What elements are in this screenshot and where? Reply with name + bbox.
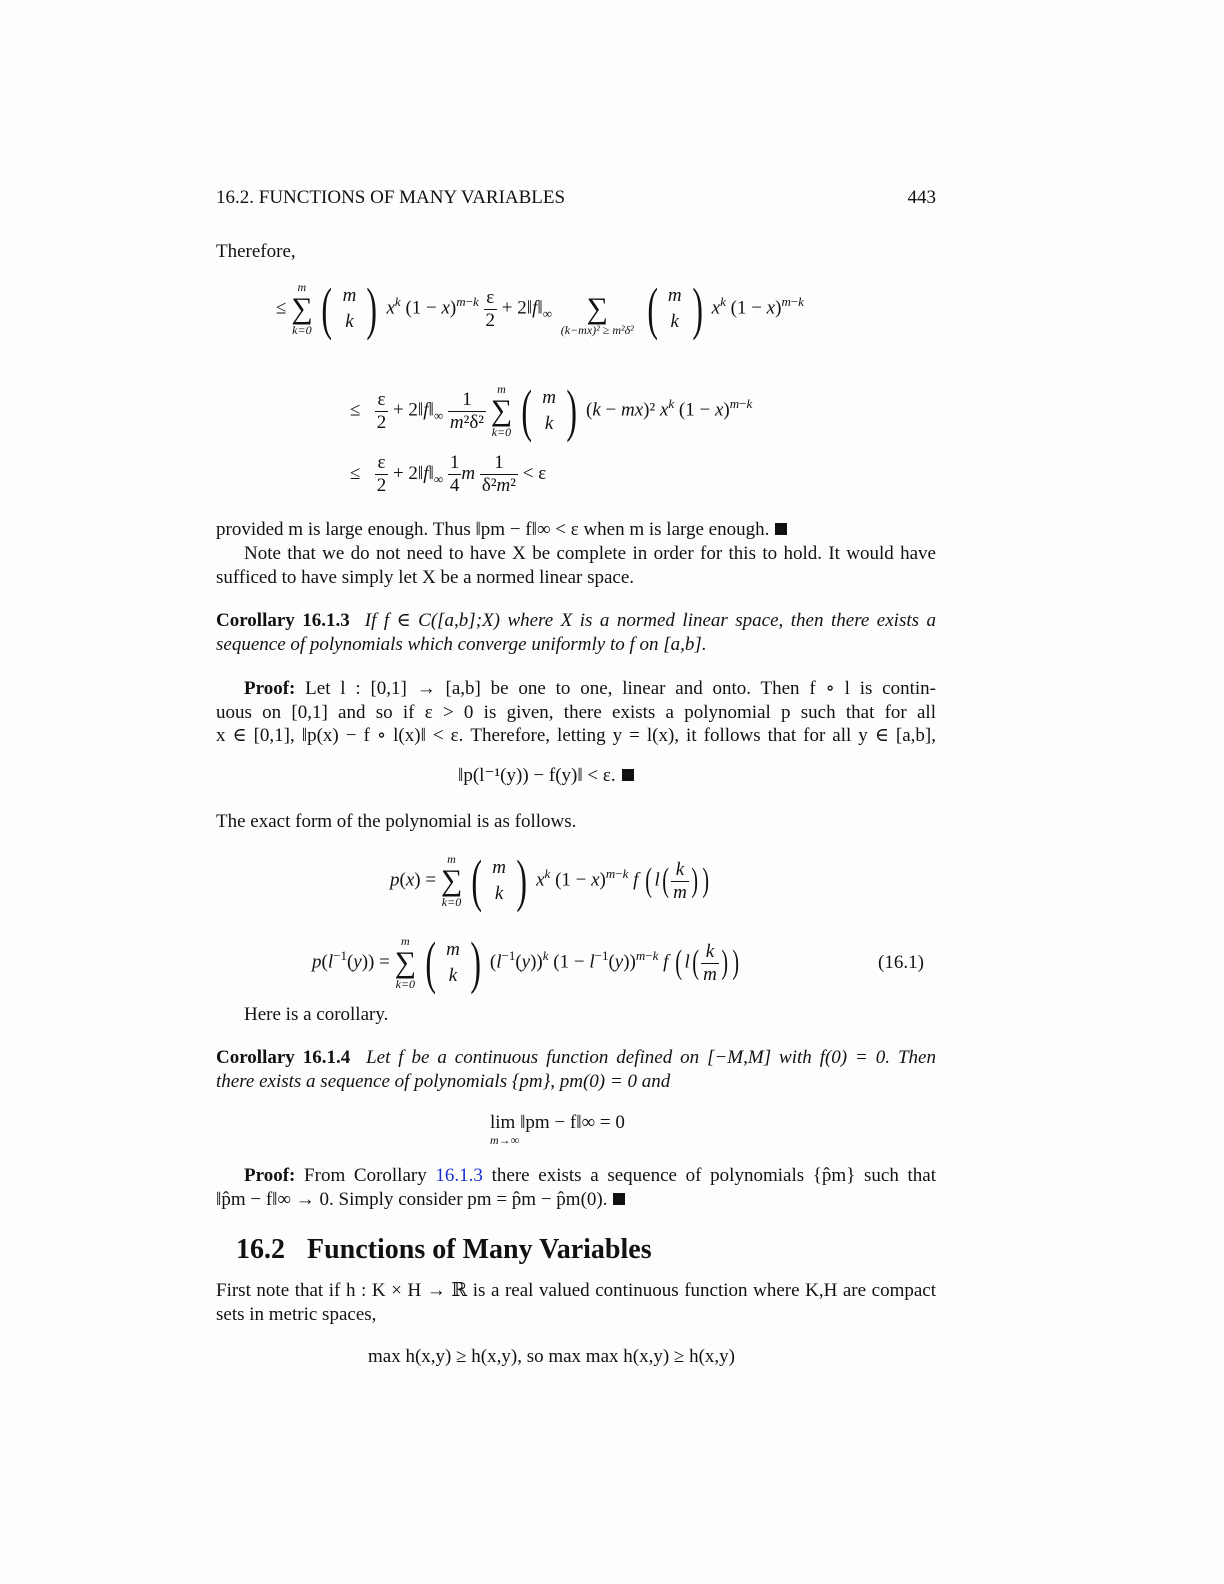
proof-1613-line-1: Proof: Let l : [0,1] → [a,b] be one to one, linear and onto. Then f ∘ l is contin- [244, 678, 937, 699]
corollary-1613-line-2: sequence of polynomials which converge uniformly to f on [a,b]. [216, 634, 707, 655]
proof-1613-display: ‖p(l⁻¹(y)) − f(y)‖ < ε. [458, 764, 634, 787]
section-display: max h(x,y) ≥ h(x,y), so max max h(x,y) ≥ h(x,y) [368, 1346, 736, 1367]
equation-bound-2: ≤ $\frac{\varepsilon}{2}$ + $2‖f‖_\infty$ $\frac{1}{\text{m²δ²}}$ m ∑ k=0 ( m k ) (k − mx)² $x^k$ $(1 - x)^{m-k}$ [350, 378, 753, 443]
equation-number: (16.1) [878, 952, 924, 973]
equation-polynomial: p(x) = m ∑ k=0 ( m k ) $x^k$ $(1 - x)^{m-k}$ f ( l( $\frac{k}{m}$ ) ) [390, 848, 710, 913]
provided-text: provided m is large enough. Thus ‖pm − f‖∞ < ε when m is large enough. [216, 518, 936, 542]
qed-symbol [775, 523, 787, 535]
section-line-1: First note that if h : K × H → ℝ is a real valued continuous function where K,H are compact [216, 1280, 936, 1301]
section-number: 16.2 [236, 1234, 285, 1265]
note-line-1: Note that we do not need to have X be complete in order for this to hold. It would have [244, 543, 936, 564]
qed-symbol [613, 1193, 625, 1205]
corollary-1614-line-1: Corollary 16.1.4 Let f be a continuous function defined on [−M,M] with f(0) = 0. Then [216, 1047, 936, 1068]
corollary-1613-line-1: Corollary 16.1.3 If f ∈ C([a,b];X) where X is a normed linear space, then there exists a [216, 610, 936, 631]
proof-1614-line-1: Proof: From Corollary 16.1.3 there exists a sequence of polynomials {p̂m} such that [244, 1165, 937, 1186]
note-line-2: sufficed to have simply let X be a normed linear space. [216, 567, 635, 588]
equation-bound-1: ≤ m ∑ k=0 ( m k ) $x^k$ $(1 - x)^{m-k}$ $\frac{\varepsilon}{2}$ + $2‖f‖_\infty$ ∑ (k−mx)² ≥ m²δ² ( m k ) $x^k$ $(1 - x)^{m-k}$ [276, 276, 804, 341]
proof-1613-line-2: uous on [0,1] and so if ε > 0 is given, there exists a polynomial p such that for all [216, 702, 936, 723]
corollary-reference-link[interactable]: 16.1.3 [435, 1165, 483, 1186]
therefore-text: Therefore, [216, 241, 296, 262]
exact-form-text: The exact form of the polynomial is as follows. [216, 811, 577, 832]
running-title: 16.2. FUNCTIONS OF MANY VARIABLES [216, 187, 566, 208]
section-line-2: sets in metric spaces, [216, 1304, 377, 1325]
section-title: Functions of Many Variables [307, 1234, 652, 1265]
limit-subscript: m→∞ [490, 1133, 520, 1147]
proof-label: Proof: [244, 678, 296, 699]
corollary-1614-display: lim ‖pm − f‖∞ = 0 m→∞ [490, 1112, 625, 1147]
here-corollary-text: Here is a corollary. [244, 1004, 389, 1025]
proof-1613-line-3: x ∈ [0,1], ‖p(x) − f ∘ l(x)‖ < ε. Therefore, letting y = l(x), it follows that for all y ∈ [a,b], [216, 725, 936, 746]
proof-label: Proof: [244, 1165, 296, 1186]
qed-symbol [622, 769, 634, 781]
corollary-1613-label: Corollary 16.1.3 [216, 610, 350, 631]
corollary-1614-label: Corollary 16.1.4 [216, 1047, 351, 1068]
running-header [216, 186, 936, 210]
page-number: 443 [907, 187, 936, 208]
equation-16-1: $p(l^{-1}(y))$ = m ∑ k=0 ( m k ) $(l^{-1}(y))^k$ $(1 - l^{-1}(y))^{m-k}$ f ( l( $\frac{k}{m}$ ) ) (16.1) [312, 930, 924, 995]
proof-1614-line-2: ‖p̂m − f‖∞ → 0. Simply consider pm = p̂m − p̂m(0). [216, 1188, 936, 1212]
equation-bound-3: ≤ $\frac{\varepsilon}{2}$ + $2‖f‖_\infty$ $\frac{1}{4}$ m $\frac{1}{\text{δ²m²}}$ < ε [350, 452, 547, 496]
section-heading [236, 1234, 652, 1266]
corollary-1614-line-2: there exists a sequence of polynomials {pm}, pm(0) = 0 and [216, 1071, 671, 1092]
